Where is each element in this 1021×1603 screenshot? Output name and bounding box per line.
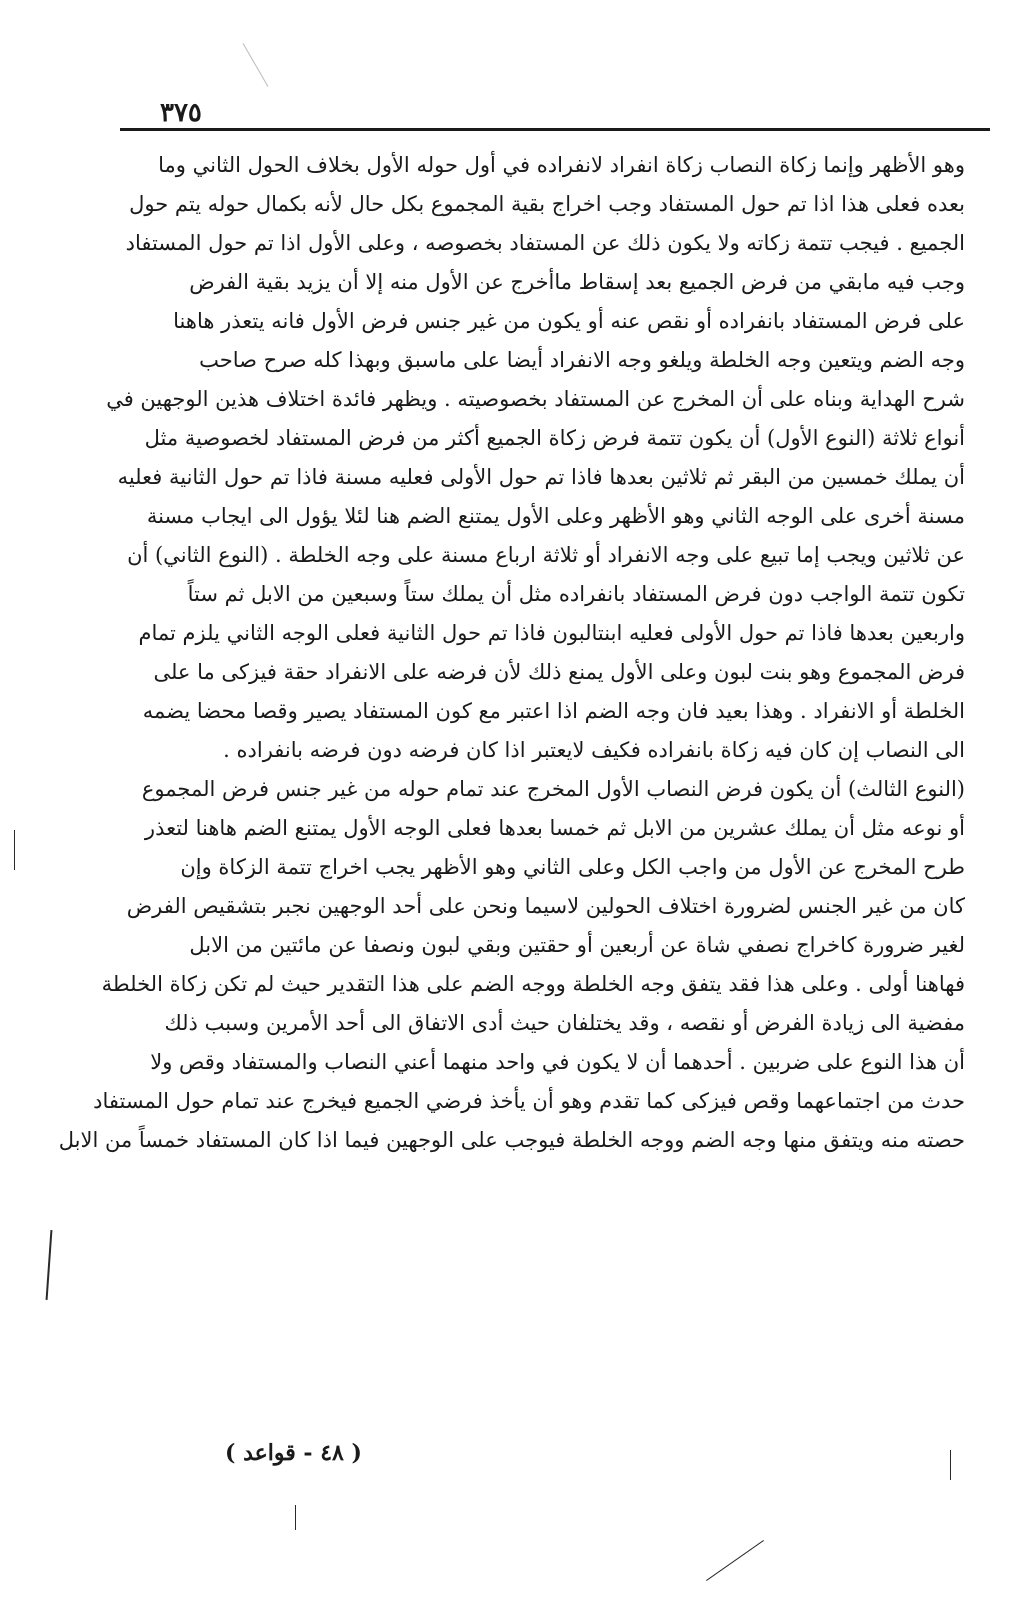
scan-mark [706,1540,764,1581]
text-line: أن هذا النوع على ضربين . أحدهما أن لا يكون في واحد منهما أعني النصاب والمستفاد وقص ولا [150,1050,965,1074]
text-line: لغير ضرورة كاخراج نصفي شاة عن أربعين أو حقتين وبقي لبون ونصفا عن مائتين من الابل [189,933,965,957]
text-line: حصته منه ويتفق منها وجه الضم ووجه الخلطة فيوجب على الوجهين فيما اذا كان المستفاد خمساً من الابل [58,1128,965,1152]
scan-mark [243,43,269,87]
text-line: على فرض المستفاد بانفراده أو نقص عنه أو يكون من غير جنس فرض الأول فانه يتعذر هاهنا [173,309,965,333]
scan-mark [46,1230,53,1300]
scan-mark [14,830,15,870]
text-line: عن ثلاثين ويجب إما تبيع على وجه الانفراد أو ثلاثة ارباع مسنة على وجه الخلطة . (النوع الثاني) أن [127,543,965,567]
body-text [58,146,965,1160]
scan-mark [950,1450,951,1480]
text-line: واربعين بعدها فاذا تم حول الأولى فعليه ابنتالبون فاذا تم حول الثانية فعلى الوجه الثاني يلزم تمام [138,621,965,645]
text-line: وجب فيه مابقي من فرض الجميع بعد إسقاط ماأخرج عن الأول منه إلا أن يزيد بقية الفرض [189,270,965,294]
header-rule [120,128,990,131]
text-line: الجميع . فيجب تتمة زكاته ولا يكون ذلك عن المستفاد بخصوصه ، وعلى الأول اذا تم حول المستفاد [125,231,965,255]
text-line: وهو الأظهر وإنما زكاة النصاب زكاة انفراد لانفراده في أول حوله الأول بخلاف الحول الثاني وما [158,153,965,177]
text-line: حدث من اجتماعهما وقص فيزكى كما تقدم وهو أن يأخذ فرضي الجميع فيخرج عند تمام حول المستفاد [93,1089,965,1113]
text-line: الى النصاب إن كان فيه زكاة بانفراده فكيف لايعتبر اذا كان فرضه دون فرضه بانفراده . [223,738,965,762]
page-number: ٣٧٥ [160,98,202,128]
text-line: وجه الضم ويتعين وجه الخلطة ويلغو وجه الانفراد أيضا على ماسبق وبهذا كله صرح صاحب [199,348,965,372]
text-line: أنواع ثلاثة (النوع الأول) أن يكون تتمة فرض زكاة الجميع أكثر من فرض المستفاد لخصوصية مثل [144,426,965,450]
scan-mark [295,1505,296,1530]
text-line: أن يملك خمسين من البقر ثم ثلاثين بعدها فاذا تم حول الأولى فعليه مسنة فاذا تم حول الثانية فعليه [117,465,965,489]
text-line: فرض المجموع وهو بنت لبون وعلى الأول يمنع ذلك لأن فرضه على الانفراد حقة فيزكى ما على [153,660,965,684]
text-line: طرح المخرج عن الأول من واجب الكل وعلى الثاني وهو الأظهر يجب اخراج تتمة الزكاة وإن [180,855,965,879]
signature-footer: ( ٤٨ - قواعد ) [225,1440,362,1466]
text-line: (النوع الثالث) أن يكون فرض النصاب الأول المخرج عند تمام حوله من غير جنس فرض المجموع [141,777,965,801]
text-line: أو نوعه مثل أن يملك عشرين من الابل ثم خمسا بعدها فعلى الوجه الأول يمتنع الضم هاهنا لتعذر [144,816,965,840]
text-line: فهاهنا أولى . وعلى هذا فقد يتفق وجه الخلطة ووجه الضم على هذا التقدير حيث لم تكن زكاة الخلطة [101,972,965,996]
text-line: مسنة أخرى على الوجه الثاني وهو الأظهر وعلى الأول يمتنع الضم هنا لئلا يؤول الى ايجاب مسنة [146,504,965,528]
text-line: الخلطة أو الانفراد . وهذا بعيد فان وجه الضم اذا اعتبر مع كون المستفاد يصير وقصا محضا يضمه [142,699,965,723]
text-line: مفضية الى زيادة الفرض أو نقصه ، وقد يختلفان حيث أدى الاتفاق الى أحد الأمرين وسبب ذلك [164,1011,965,1035]
text-line: بعده فعلى هذا اذا تم حول المستفاد وجب اخراج بقية المجموع بكل حال لأنه بكمال حوله يتم حول [129,192,965,216]
text-line: شرح الهداية وبناه على أن المخرج عن المستفاد بخصوصيته . ويظهر فائدة اختلاف هذين الوجهين في [106,387,965,411]
text-line: كان من غير الجنس لضرورة اختلاف الحولين لاسيما ونحن على أحد الوجهين نجبر بتشقيص الفرض [126,894,965,918]
text-line: تكون تتمة الواجب دون فرض المستفاد بانفراده مثل أن يملك ستاً وسبعين من الابل ثم ستاً [187,582,965,606]
